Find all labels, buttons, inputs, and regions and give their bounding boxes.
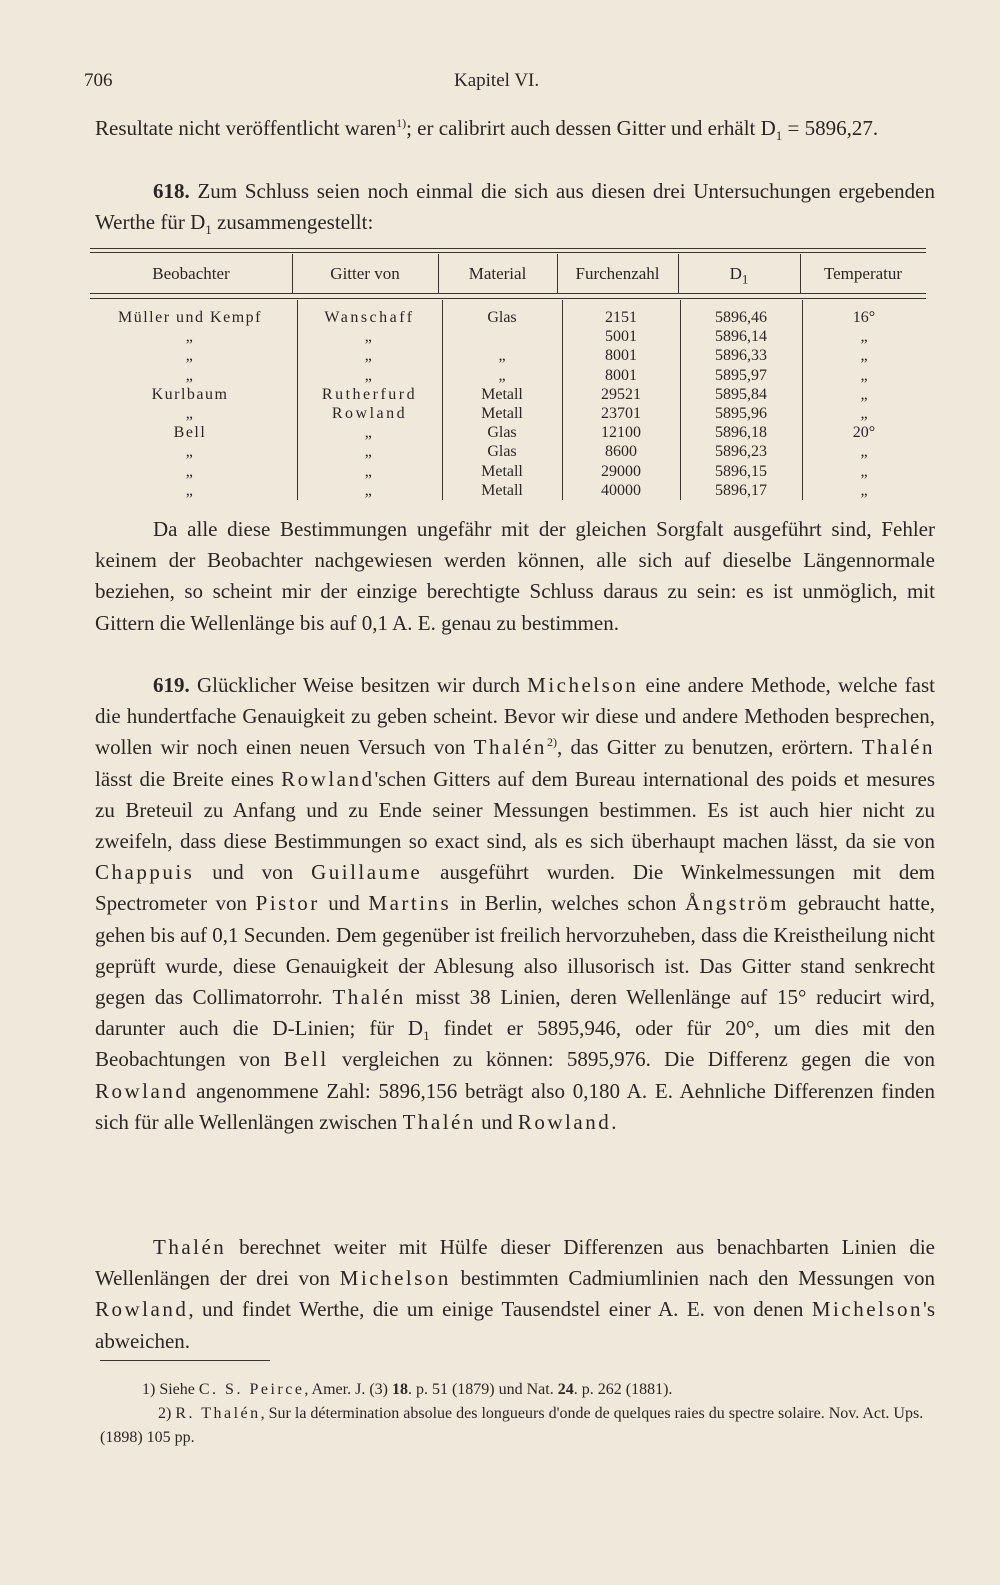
paragraph-thalen: Thalén berechnet weiter mit Hülfe dieser Differenzen aus benachbarten Linien die Wellenlängen der drei von Michelson bestimmten Cadmiumlinien nach den Messungen von Rowland, und findet Werthe, die um einige Tausendstel einer A. E. von denen Michelson's abweichen. (95, 1235, 935, 1353)
column-beobachter: Müller und Kempf „ „ „ Kurlbaum „ Bell „ „ „ (118, 309, 262, 499)
footnote-ref-2[interactable]: 2) (546, 735, 557, 750)
column-furchenzahl: 2151 5001 8001 8001 29521 23701 12100 8600 29000 40000 (601, 309, 641, 499)
footnote-2: 2) R. Thalén, Sur la détermination absolue des longueurs d'onde de quelques raies du spectre solaire. Nov. Act. Ups. (1898) 105 pp. (100, 1405, 924, 1446)
column-temperatur: 16° „ „ „ „ „ 20° „ „ „ (852, 309, 876, 499)
column-material: Glas „ „ Metall Metall Glas Glas Metall Metall (481, 309, 523, 499)
footnote-1: 1) Siehe C. S. Peirce, Amer. J. (3) 18. p. 51 (1879) und Nat. 24. p. 262 (1881). (142, 1381, 673, 1398)
intro-paragraph: Resultate nicht veröffentlicht waren$^{1)}$; er calibrirt auch dessen Gitter und erhält $D_1 = 5896,27$. (95, 116, 879, 144)
header-d1: $D_1$ (729, 264, 749, 287)
footnote-divider (100, 1360, 270, 1361)
section-618: 618. Zum Schluss seien noch einmal die sich aus diesen drei Untersuchungen ergebenden Werthe für $D_1$ zusammengestellt: (95, 179, 935, 238)
footnotes (100, 1378, 936, 1450)
header-furchenzahl: Furchenzahl (575, 264, 660, 283)
section-number: 618. (153, 179, 190, 203)
column-d1: 5896,46 5896,14 5896,33 5895,97 5895,84 5895,96 5896,18 5896,23 5896,15 5896,17 (715, 309, 767, 499)
paragraph-conclusion: Da alle diese Bestimmungen ungefähr mit der gleichen Sorgfalt ausgeführt sind, Fehler keinem der Beobachter nachgewiesen werden können, alle sich auf dieselbe Längennormale beziehen, so scheint mir der einzige berechtigte Schluss daraus zu sein: es ist unmöglich, mit Gittern die Wellenlänge bis auf 0,1 A. E. genau zu bestimmen. (95, 517, 935, 635)
page-header (84, 70, 934, 100)
header-beobachter: Beobachter (152, 264, 230, 283)
footnote-ref-1[interactable]: 1) (396, 116, 407, 130)
section-number: 619. (153, 673, 190, 697)
chapter-title: Kapitel VI. (454, 70, 540, 91)
header-temperatur: Temperatur (823, 264, 903, 283)
section-619: 619. Glücklicher Weise besitzen wir durch Michelson eine andere Methode, welche fast die hundertfache Genauigkeit zu geben scheint. Bevor wir diese und andere Methoden besprechen, wollen wir noch einen neuen Versuch von Thalén$^{2)}$, das Gitter zu benutzen, erörtern. Thalén lässt die Breite eines Rowland'schen Gitters auf dem Bureau international des poids et mesures zu Breteuil zu Anfang und zu Ende seiner Messungen bestimmen. Es ist auch hier nicht zu zweifeln, dass diese Bestimmungen so exact sind, als es sich überhaupt machen lässt, da sie von Chappuis und von Guillaume ausgeführt wurden. Die Winkelmessungen mit dem Spectrometer von Pistor und Martins in Berlin, welches schon Ångström gebraucht hatte, gehen bis auf 0,1 Secunden. Dem gegenüber ist freilich hervorzuheben, dass die Kreistheilung nicht geprüft wurde, diese Genauigkeit der Ablesung also illusorisch ist. Das Gitter stand senkrecht gegen das Collimatorrohr. Thalén misst 38 Linien, deren Wellenlänge auf 15° reducirt wird, darunter auch die D-Linien; für $D_1$ findet er 5895,946, oder für 20°, um dies mit den Beobachtungen von Bell vergleichen zu können: 5895,976. Die Differenz gegen die von Rowland angenommene Zahl: 5896,156 beträgt also 0,180 A. E. Aehnliche Differenzen finden sich für alle Wellenlängen zwischen Thalén und Rowland. (95, 673, 936, 1134)
header-gitter: Gitter von (330, 264, 400, 283)
results-table (90, 248, 926, 506)
page-number: 706 (84, 70, 113, 91)
column-gitter: Wanschaff „ „ „ Rutherfurd Rowland „ „ „ „ (321, 309, 418, 499)
header-material: Material (468, 264, 527, 283)
